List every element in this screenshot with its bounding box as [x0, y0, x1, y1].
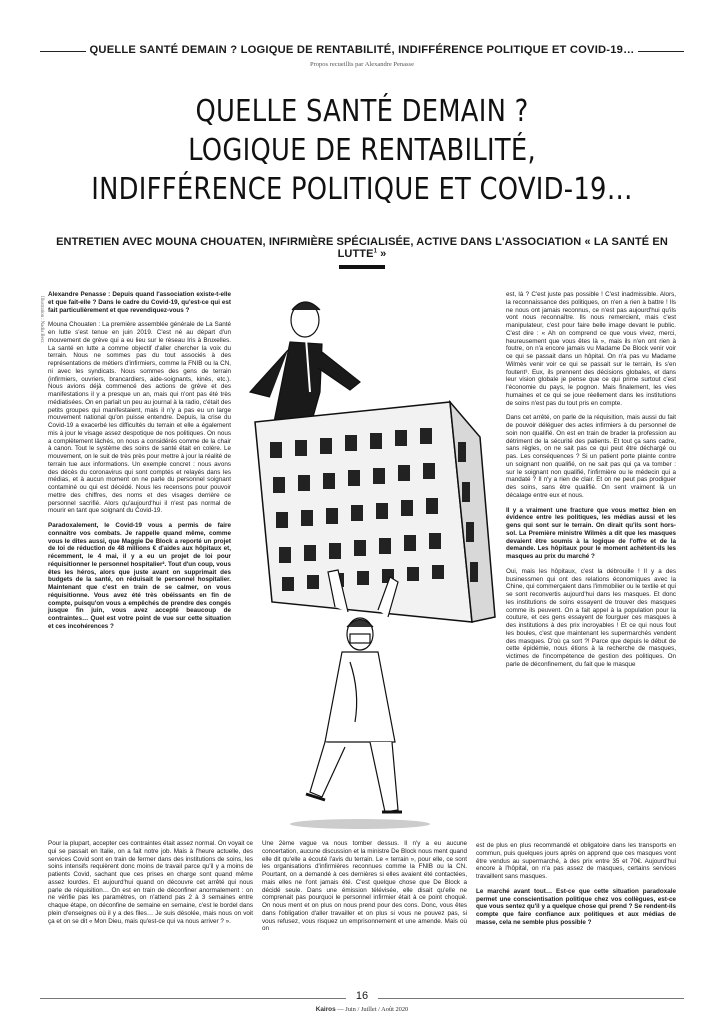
page-number: 16: [346, 990, 378, 1002]
footnote-marker: 1: [373, 248, 377, 255]
answer-3: Dans cet arrêté, on parle de la réquisition, mais aussi du fait de pouvoir déléguer des actes infirmiers à du personnel de soin non qualifié. On est en train de brader la profession au détriment de la sécurité des patients. Et tout ça sans cadre, sans règles, on ne sait pas ce qui peut être déchargé ou pas. Les conséquences ? Si un patient porte plainte contre un soignant non qualifié, on ne sait pas qui ça va tomber : sur le soignant non qualifié, l'infirmière ou le médecin qui a mandaté ? Il n'y a rien de clair. Et on ne peut pas prodiguer des soins, sans être qualifié. On sent vraiment là un décalage entre eux et nous.: [506, 414, 676, 499]
title-line-1: QUELLE SANTÉ DEMAIN ?: [195, 94, 529, 129]
answer-1: Mouna Chouaten : La première assemblée générale de La Santé en lutte s'est tenue en juin 2019. C'est né au départ d'un mouvement de grève qui a eu lieu sur le réseau Iris à Bruxelles. La santé en lutte a comme objectif d'aller chercher la voix du terrain. Nous ne sommes pas du tout associés à des représentations de métiers d'infirmiers, comme la FNIB ou la CN, ni avec les syndicats. Nous sommes des gens de terrain (infirmiers, ouvriers, brancardiers, aide-soignants, kinés, etc.). Nous avions déjà commencé des actions de grève et des manifestations il y a presque un an, mais qui n'ont pas été très médiatisées. On en parlait un peu au journal à la radio, c'était des petits groupes qui manifestaient, mais il n'y a pas eu un large mouvement national qu'on puisse entendre. Depuis, la crise du Covid-19 a exacerbé les difficultés du terrain et elle a également mis à jour le visage assez despotique de nos politiques. On nous a complètement lâchés, on nous a considérés comme de la chair à canon. Tout le système des soins de santé était en colère. Le mouvement, on le suit de très près pour mettre à jour la réalité de terrain tue aux informations. Un exemple concret : nous avons des décès du coronavirus qui sont comptés et relayés dans les médias, et à aucun moment on ne parle du personnel soignant contaminé ou qui est décédé. Nous les recensons pour pouvoir mettre des chiffres, des noms et des visages derrière ce personnel sacrifié. Alors qu'aujourd'hui il n'est pas normal de mourir en tant que soignant du Covid-19.: [48, 321, 231, 515]
ground-shadow: [290, 819, 430, 829]
bottom-text-3: est de plus en plus recommandé et obligatoire dans les transports en commun, puis quelques jours après on apprend que ces masques vont être vendus au supermarché, à des prix entre 35 et 70€. Aujourd'hui encore à l'hôpital, on n'a pas assez de masques, certains services travaillent sans masques.: [476, 842, 676, 880]
hospital-building: [255, 402, 495, 622]
interview-credit: Propos recueillis par Alexandre Penasse: [310, 61, 414, 68]
illustration-credit: Illustration : Nadia Berz: [39, 296, 44, 343]
running-title: QUELLE SANTÉ DEMAIN ? LOGIQUE DE RENTABILITÉ, INDIFFÉRENCE POLITIQUE ET COVID-19…: [89, 44, 635, 56]
title-line-3: INDIFFÉRENCE POLITIQUE ET COVID-19…: [91, 172, 633, 207]
question-1: Alexandre Penasse : Depuis quand l'association existe-t-elle et que fait-elle ? Dans le cadre du Covid-19, qu'est-ce qui est fait particulièrement et que revendiquez-vous ?: [48, 291, 231, 314]
title-line-2: LOGIQUE DE RENTABILITÉ,: [188, 133, 536, 168]
bottom-column-1: [48, 840, 253, 932]
bottom-text-1: Pour la plupart, accepter ces contraintes était assez normal. On voyait ce qui se passait en Italie, on a fait notre job. Mais à l'heure actuelle, des services Covid sont en train de fermer dans des institutions de soins, les soins intensifs requièrent donc moins de travail parce qu'il y a moins de patients Covid, sachant que ces prises en charge sont quand même assez lourdes. Et aujourd'hui quand on découvre cet arrêté qui nous parle de réquisition… On est en train de déconfiner anormalement : on ne vérifie pas les paramètres, on n'attend pas 2 à 3 semaines entre chaque étape, on déconfine de semaine en semaine, c'est le bordel dans plein d'enseignes où il y a des files… Je suis désolée, mais nous on voit ça et on se dit « Mon Dieu, mais qu'est-ce qui va nous arriver ? ».: [48, 840, 253, 925]
magazine-name: Kairos: [315, 1006, 336, 1013]
article-subtitle: [40, 236, 684, 260]
answer-4: Oui, mais les hôpitaux, c'est la débrouille ! Il y a des businessmen qui ont des relations économiques avec la Chine, qui commerçaient dans l'immobilier ou le textile et qui se sont reconvertis aujourd'hui dans les masques. Et donc les institutions de soins essayent de trouver des masques comme ils peuvent. On a fait appel à la population pour la couture, et ces gens essayent de fourguer ces masques à des institutions à des prix incroyables ! Et ce qui nous fout les boules, c'est que maintenant les supermarchés vendent des masques. D'où ça sort ?! Parce que depuis le début de cette épidémie, nous étions à la recherche de masques, victimes de l'incompétence de gestion des politiques. On parle de déconfinement, du fait que le masque: [506, 567, 676, 668]
illustration-hospital-figures: [210, 272, 510, 832]
title-separator-bar: [339, 265, 385, 269]
bottom-column-3: [476, 842, 676, 934]
column-right: [506, 291, 676, 676]
question-2: Paradoxalement, le Covid-19 vous a permis de faire connaître vos combats. Je rappelle quand même, comme vous le dites aussi, que Maggie De Block a reporté un projet de loi de réduction de 48 millions € d'aides aux hôpitaux et, récemment, le 4 mai, il y a eu un projet de loi pour réquisitionner le personnel hospitalier². Tout d'un coup, vous êtes les héros, alors que juste avant on supprimait des budgets de la santé, on réduisait le personnel hospitalier. Maintenant que c'est en train de se calmer, on vous réquisitionne. Vous avez été très obéissants en fin de compte, puisqu'on vous a empêchés de prendre des congés jusque fin juin, vous avez accepté beaucoup de contraintes… Quel est votre point de vue sur cette situation et ces incohérences ?: [48, 522, 231, 630]
question-3: Il y a vraiment une fracture que vous mettez bien en évidence entre les politiques, les médias aussi et les gens qui sont sur le terrain. On dirait qu'ils sont hors-sol. La Première ministre Wilmès a dit que les masques devaient être soumis à la logique de l'offre et de la demande. Les hôpitaux pour le moment achètent-ils les masques au prix du marché ?: [506, 506, 676, 560]
bottom-column-2: [262, 840, 467, 940]
subtitle-text: ENTRETIEN AVEC MOUNA CHOUATEN, INFIRMIÈRE SPÉCIALISÉE, ACTIVE DANS L'ASSOCIATION « LA SANTÉ EN LUTTE: [56, 236, 668, 260]
bottom-text-2: Une 2ème vague va nous tomber dessus. Il n'y a eu aucune concertation, aucune discussion et la ministre De Block nous ment quand elle dit qu'elle a écouté l'avis du terrain. Le « terrain », pour elle, ce sont les organisations d'infirmières reconnues comme la FNIB ou la CN. Pourtant, on a demandé à ces dernières si elles avaient été contactées, mais elles ne l'ont jamais été. C'est quelque chose que De Block a décidé seule. Dans une émission télévisée, elle disait qu'elle ne comprenait pas pourquoi le personnel infirmier était à ce point choqué. On nous ment et on plus on nous prend pour des cons. Donc, vous êtes dans l'obligation d'aller travailler et on plus si vous ne pouvez pas, si vous refusez, vous risquez un emprisonnement et une amende. Mais où on: [262, 840, 467, 933]
footer-issue: [0, 1006, 724, 1013]
issue-date: — Juin / Juillet / Août 2020: [335, 1006, 409, 1013]
article-title: [30, 92, 694, 209]
answer-2: est, là ? C'est juste pas possible ! C'est inadmissible. Alors, la reconnaissance des politiques, on n'en a rien à battre ! Ils ne nous ont jamais reconnus, ce n'est pas aujourd'hui qu'ils vont nous reconnaître. Ils nous remercient, mais c'est manipulateur, c'est pour faire belle image devant le public. C'est dire : « Ah on comprend ce que vous vivez, merci, heureusement que vous êtes là », mais ils n'en ont rien à foutre, on n'a encore jamais vu Madame De Block venir voir ce qui se passait dans un hôpital. On n'a pas vu Madame Wilmès venir voir ce qui se passait sur le terrain, ils s'en foutent³. Eux, ils prennent des décisions globales, et dans leur vision globale je pense que ce qui prime surtout c'est l'économie du pays, le pognon. Mais finalement, les vies humaines et ce qui se joue réellement dans les institutions de soins n'est pas du tout pris en compte.: [506, 291, 676, 407]
column-left: [48, 291, 231, 638]
question-4: Le marché avant tout… Est-ce que cette situation paradoxale permet une conscientisation politique chez vos collègues, est-ce que vous sentez qu'il y a quelque chose qui prend ? Se rendent-ils compte que faire confiance aux politiques et aux médias de masse, cela ne semble plus possible ?: [476, 887, 676, 926]
subtitle-end: »: [377, 248, 387, 260]
